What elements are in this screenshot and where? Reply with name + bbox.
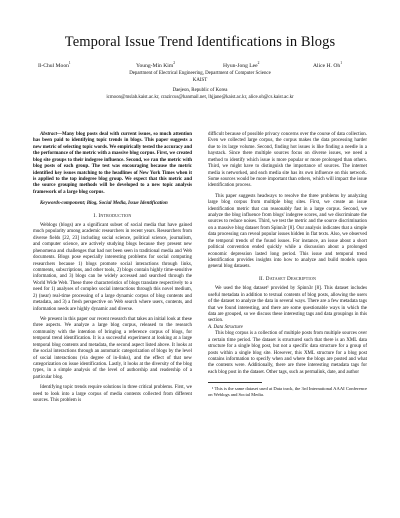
affiliation-line <box>0 71 400 77</box>
author-1-name: Il-Chul Moon <box>38 62 69 69</box>
author-1 <box>38 61 71 69</box>
author-2 <box>136 61 175 69</box>
author-2-sup: 2 <box>173 61 175 65</box>
dataset-paragraph-1: We used the blog dataset¹ provided by Spinn3r [8]. This dataset includes useful metadata in addition to textual contents of blog posts, allowing the users of the dataset to analyze the data in several ways. There are a few metadata tags that we found interesting, and there are some questionable ways in which the data are grouped, so we discuss these interesting tags and data groupings in this section. <box>208 286 367 324</box>
author-4-name: Alice H. Oh <box>313 62 341 69</box>
author-4-sup: 1 <box>340 61 342 65</box>
subsection-heading-data-structure: A. Data Structure <box>208 324 243 330</box>
footnote: ¹ This is the same dataset used at Data track, the 3rd International AAAI Conference on Weblogs and Social Media. <box>208 386 367 397</box>
abstract-label: Abstract— <box>40 132 62 137</box>
affiliation-text: Department of Electrical Engineering, Department of Computer Science <box>129 71 271 76</box>
abstract-text: Many blog posts deal with current issues, so much attention has been paid to identifying topic trends in blogs. This paper suggests a new metric of selecting topic words. We empirically tested the accuracy and the performance of the metric with a massive blog corpus. First, we created blog site groups to their indegree influence. Second, we ran the metric with blog posts of each group. The test was encouraging because the metric identified key issues matching to the headlines of New York Times when it is applied to the top indegree blog group. We expect that this metric and the source grouping methods will be developed to a new topic analysis framework of a large blog corpus. <box>33 132 192 195</box>
author-3-sup: 2 <box>257 61 260 65</box>
left-column <box>33 132 192 404</box>
footnote-divider <box>208 382 262 383</box>
author-3 <box>223 61 259 69</box>
dataset-paragraph-2: This blog corpus is a collection of multiple posts from multiple sources over a certain time period. The dataset is structured such that there is an XML data structure for a single blog post, but not a specific data structure for a group of posts within a single blog site. However, this XML structure for a blog post contains information to specify when and where the blogs are posted and what the contents were. Additionally, there are three interesting metadata tags for each blog post in the dataset. Other tags, such as permalink, date, and author <box>208 331 367 375</box>
intro-continued-paragraph: difficult because of possible privacy concerns over the course of data collection. Even we collected large corpus, the corpus makes the data processing harder due to its large volume. Second, finding hot issues is like finding a needle in a haystack. Since there multiple sources focus on diverse issues, we need a method to identify which issue is more popular or more prolonged than others. Third, we might have to distinguish the importance of sources. The internet media is networked, and each media site has its own influence on this network. Some sources would be more important than others, which will impact the issue identification process. <box>208 132 367 189</box>
section-heading-dataset: II. Dataset Description <box>258 275 317 282</box>
keywords: Keywords-component; Blog, Social Media, Issue Identification <box>40 201 168 207</box>
author-3-name: Hyun-Jong Lee <box>223 62 258 69</box>
author-4 <box>313 61 342 69</box>
author-list <box>30 61 370 70</box>
abstract <box>33 132 192 196</box>
author-1-sup: 1 <box>68 61 71 65</box>
section-heading-introduction: I. Introduction <box>93 212 132 219</box>
intro-paragraph-2: We present in this paper our recent research that takes an initial look at these three aspects. We analyze a large blog corpus, released to the research community with the intention of bringing a reference corpus of blogs, for temporal trend identification. It is a successful experiment at looking at a large temporal blog contents and metadata, the second aspect listed above. It looks at the social interactions through an automatic categorization of blogs by the level of social interactions (via degree of in-links), and the effect of that new categorization on issue identification. Lastly, it looks at the diversity of the blog types, in a simple analysis of the level of authorship and readership of a particular blog. <box>33 316 192 380</box>
intro-paragraph-4: This paper suggests headways to resolve the three problems by analyzing large blog corpus from multiple blog sites. First, we create an issue identification metric that can reasonably fast in a large corpus. Second, we analyze the blog influence from blogs' indegree scores, and we discriminate the sources to reduce noises. Third, we test the metric and the source discrimination on a massive blog dataset from Spinn3r [8]. Our analysis indicates that a simple data processing can reveal popular issues hidden in flat texts. Also, we observed the temporal trends of the found issues. For instance, an issue about a short political convention ended quickly while a discussion about a prolonged economic depression lasted long period. This issue and temporal trend identification provides insights into how to analyze and build models upon general blog datasets. <box>208 193 367 270</box>
intro-paragraph-3: Identifying topic trends require solutions in three critical problems. First, we need to look into a large corpus of media contents collected from different sources. This problem is <box>33 385 192 404</box>
author-2-name: Young-Min Kim <box>136 62 174 69</box>
location: Daejeon, Republic of Korea <box>172 88 228 93</box>
intro-paragraph-1: Weblogs (blogs) are a significant subset of social media that have gained much popularity among academic researchers in recent years. Researchers from diverse fields [22, 23] including social science, political science, journalism, and computer science, are actively studying blogs because they present new phenomena and challenges that had not been seen in traditional media and Web documents. Blogs pose especially interesting problems for social computing researchers because 1) blogs promote social interactions through links, comments, subscriptions, and other tools, 2) blogs contain highly time-sensitive information, and 3) blogs can be widely accessed and searched through the World Wide Web. These three characteristics of blogs translate respectively to a need for 1) analyses of complex social interactions through this novel medium, 2) (near) real-time processing of a large dynamic corpus of blog contents and metadata, and 3) a fresh perspective on Web search where users, contents, and information needs are highly dynamic and diverse. <box>33 223 192 312</box>
paper-title: Temporal Issue Trend Identifications in Blogs <box>64 34 336 50</box>
right-column <box>208 132 367 398</box>
email-list: icmoon@mslab.kaist.ac.kr, crazircus@hanmail.net, lhjjane@kaist.ac.kr, alice.oh@cs.kaist.ac.kr <box>106 95 294 100</box>
institution: KAIST <box>192 78 208 83</box>
